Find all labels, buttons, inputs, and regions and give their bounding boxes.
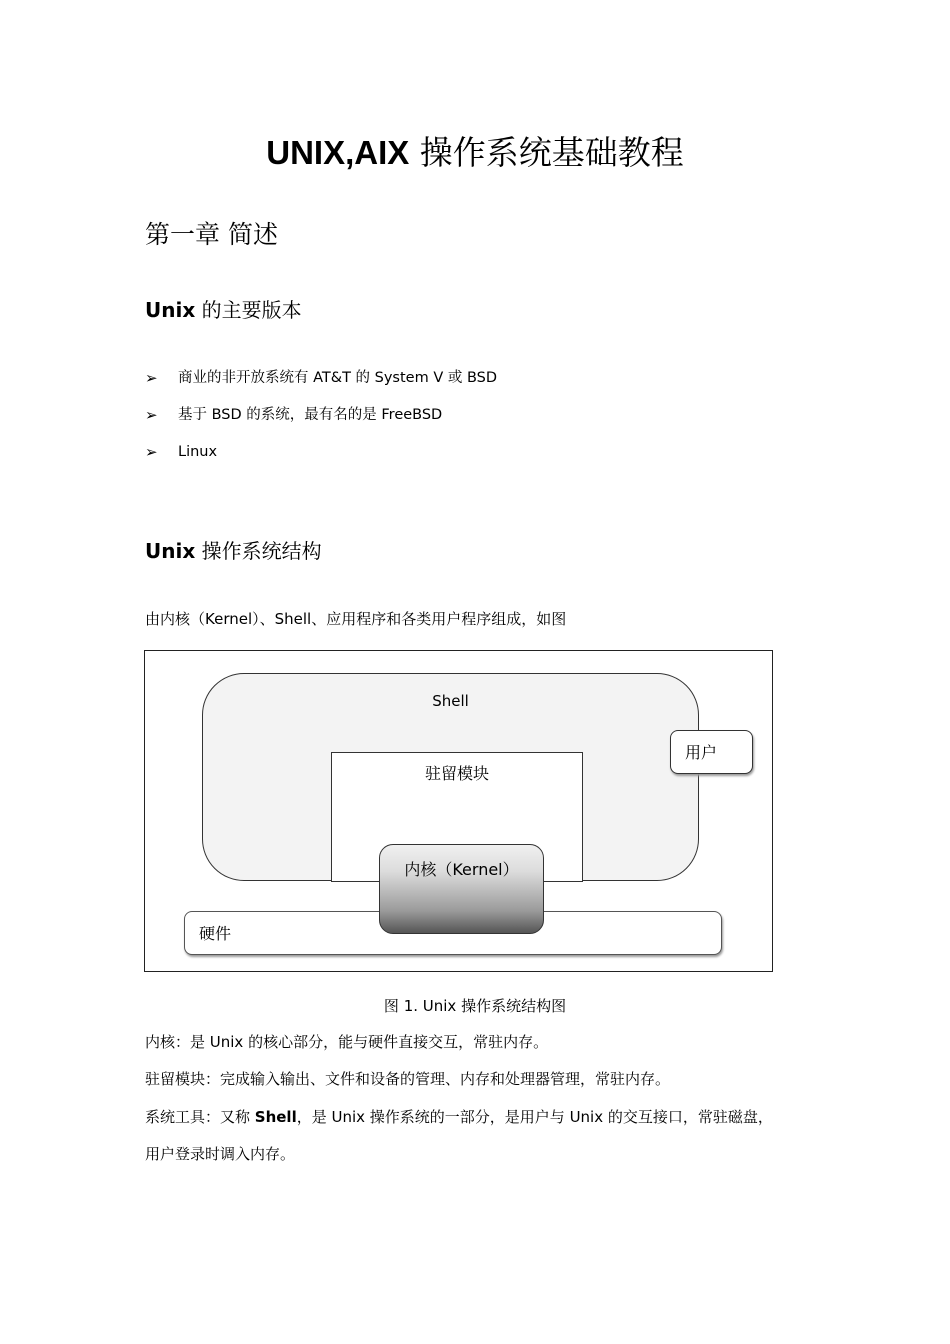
chapter-heading: 第一章 简述 (145, 220, 278, 249)
tools-paragraph (145, 1105, 773, 1129)
tools-suffix: ，是 Unix 操作系统的一部分，是用户与 Unix 的交互接口，常驻磁盘， (296, 1108, 773, 1126)
resident-paragraph: 驻留模块：完成输入输出、文件和设备的管理、内存和处理器管理，常驻内存。 (145, 1070, 671, 1088)
title-latin: UNIX,AIX (266, 134, 410, 171)
section-heading-structure (145, 537, 322, 565)
section-heading-latin: Unix (145, 539, 196, 563)
kernel-box (379, 844, 544, 934)
tools-prefix: 系统工具：又称 (145, 1108, 255, 1126)
versions-list (145, 366, 497, 477)
user-box (670, 730, 753, 774)
list-item (145, 403, 497, 440)
arrow-bullet-icon: ➢ (145, 443, 158, 461)
section-heading-cjk: 的主要版本 (195, 298, 302, 322)
title-cjk: 操作系统基础教程 (409, 133, 684, 172)
user-label: 用户 (685, 743, 718, 762)
tools-paragraph-line2: 用户登录时调入内存。 (145, 1145, 296, 1163)
list-item-text: 商业的非开放系统有 AT&T 的 System V 或 BSD (178, 370, 498, 386)
kernel-paragraph: 内核：是 Unix 的核心部分，能与硬件直接交互，常驻内存。 (145, 1033, 549, 1051)
kernel-label: 内核（Kernel） (404, 860, 519, 879)
figure-caption: 图 1. Unix 操作系统结构图 (383, 997, 567, 1015)
tools-bold: Shell (254, 1108, 297, 1126)
shell-label: Shell (432, 692, 469, 710)
document-title (0, 132, 950, 174)
section-heading-versions (145, 296, 302, 324)
hardware-label: 硬件 (199, 924, 232, 943)
list-item-text: 基于 BSD 的系统，最有名的是 FreeBSD (178, 407, 443, 423)
section-heading-cjk: 操作系统结构 (195, 539, 322, 563)
arrow-bullet-icon: ➢ (145, 406, 158, 424)
list-item (145, 440, 497, 477)
arrow-bullet-icon: ➢ (145, 369, 158, 387)
intro-paragraph: 由内核（Kernel）、Shell、应用程序和各类用户程序组成，如图 (145, 610, 567, 628)
list-item (145, 366, 497, 403)
list-item-text: Linux (178, 444, 218, 460)
resident-module-label: 驻留模块 (424, 764, 489, 783)
unix-structure-diagram (144, 650, 773, 972)
section-heading-latin: Unix (145, 298, 196, 322)
